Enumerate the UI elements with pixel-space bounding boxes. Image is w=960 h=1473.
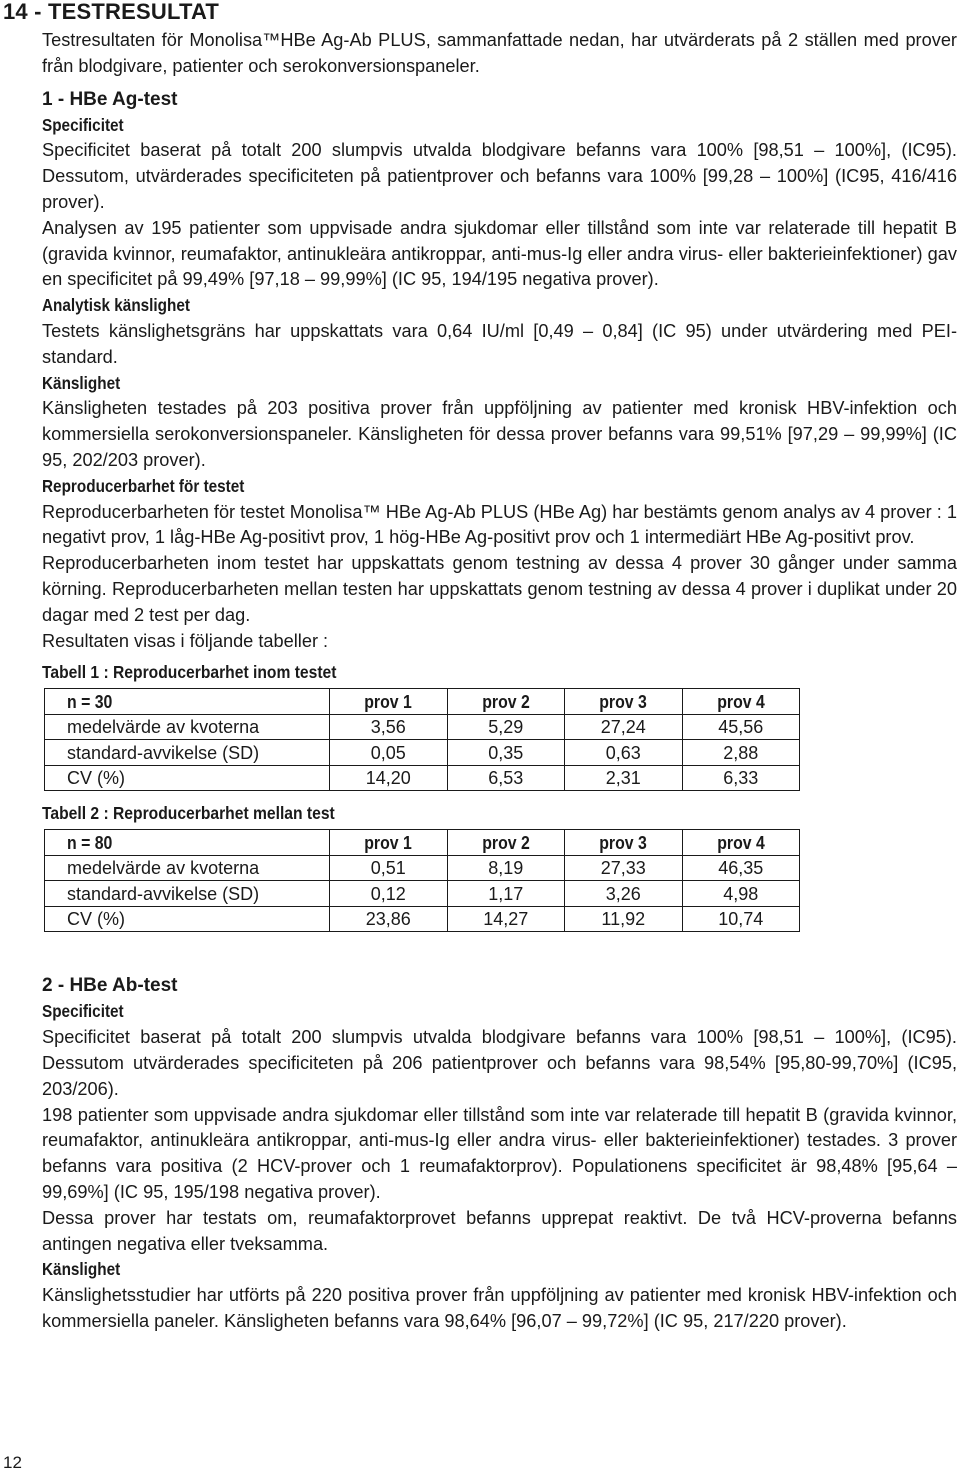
- table-caption: Tabell 1 : Reproducerbarhet inom testet: [42, 662, 337, 683]
- specificity-paragraph: Analysen av 195 patienter som uppvisade andra sjukdomar eller tillstånd som inte var relaterade till hepatit B (gravida kvinnor, reumafaktor, antinukleära antikroppar, anti-mus-Ig eller andra virus- eller bakterieinfektioner) gav en specificitet på 99,49% [97,18 – 99,99%] (IC 95, 194/195 negativa prover).: [42, 217, 957, 290]
- table-cell: 5,29: [447, 714, 565, 740]
- reproducibility-paragraph: Reproducerbarheten för testet Monolisa™ HBe Ag-Ab PLUS (HBe Ag) har bestämts genom analys av 4 prover : 1 negativt prov, 1 låg-HBe Ag-positivt prov, 1 hög-HBe Ag-positivt prov och 1 intermediärt HBe Ag-positivt prov.: [42, 501, 957, 548]
- table-cell: 46,35: [682, 855, 800, 881]
- reproducibility-paragraph: Reproducerbarheten inom testet har uppskattats genom testning av dessa 4 prover 30 gånger under samma körning. Reproducerbarheten mellan testen har uppskattats genom testning av dessa 4 prover i duplikat under 20 dagar med 2 test per dag.: [42, 553, 957, 625]
- table-header-cell: prov 2: [447, 689, 565, 715]
- table-header-cell: prov 4: [682, 689, 800, 715]
- analytical-sensitivity-paragraph: Testets känslighetsgräns har uppskattats vara 0,64 IU/ml [0,49 – 0,84] (IC 95) under utvärdering med PEI-standard.: [42, 320, 957, 367]
- table-cell: 10,74: [682, 906, 800, 932]
- table-caption: Tabell 2 : Reproducerbarhet mellan test: [42, 803, 335, 824]
- subheading-analytical-sensitivity: Analytisk känslighet: [42, 295, 190, 316]
- table-cell: CV (%): [45, 765, 330, 791]
- specificity-paragraph: 198 patienter som uppvisade andra sjukdomar eller tillstånd som inte var relaterade till hepatit B (gravida kvinnor, reumafaktor, antinukleära antikroppar, anti-mus-Ig eller andra virus- eller bakterieinfektioner) testades. 3 prover befanns vara positiva (2 HCV-prover och 1 reumafaktorprov). Populationens specificitet är 98,48% [95,64 – 99,69%] (IC 95, 195/198 negativa prover).: [42, 1104, 957, 1202]
- table-row: [45, 740, 800, 766]
- subheading-sensitivity: Känslighet: [42, 1259, 121, 1280]
- table-header-cell: prov 3: [565, 689, 683, 715]
- table-cell: 11,92: [565, 906, 683, 932]
- table-cell: CV (%): [45, 906, 330, 932]
- specificity-paragraph: Specificitet baserat på totalt 200 slumpvis utvalda blodgivare befanns vara 100% [98,51 – 100%], (IC95). Dessutom utvärderades specificiteten på 206 patientprover och befanns vara 98,54% [95,80-99,70%] (IC95, 203/206).: [42, 1027, 957, 1099]
- table-header-cell: prov 2: [447, 830, 565, 856]
- subheading-specificity: Specificitet: [42, 1001, 124, 1022]
- subheading-sensitivity: Känslighet: [42, 372, 121, 393]
- table-header-cell: n = 30: [45, 689, 330, 715]
- table-cell: 0,35: [447, 740, 565, 766]
- table-cell: 27,33: [565, 855, 683, 881]
- table-cell: 14,27: [447, 906, 565, 932]
- sensitivity-paragraph: Känslighetsstudier har utförts på 220 positiva prover från uppföljning av patienter med kronisk HBV-infektion och kommersiella paneler. Känsligheten befanns vara 98,64% [96,07 – 99,72%] (IC 95, 217/220 prover).: [42, 1285, 957, 1331]
- document-body: [42, 28, 957, 1335]
- table-row: [45, 906, 800, 932]
- table-cell: 0,12: [330, 881, 448, 907]
- page-title: 14 - TESTRESULTAT: [3, 0, 220, 24]
- specificity-paragraph: Dessa prover har testats om, reumafaktorprovet befanns upprepat reaktivt. De två HCV-proverna befanns antingen negativa eller tveksamma.: [42, 1207, 957, 1254]
- table-header-cell: prov 1: [330, 689, 448, 715]
- reproducibility-table-between: [44, 829, 800, 932]
- table-cell: 6,33: [682, 765, 800, 791]
- table-cell: 0,51: [330, 855, 448, 881]
- specificity-paragraph: Specificitet baserat på totalt 200 slumpvis utvalda blodgivare befanns vara 100% [98,51 – 100%], (IC95). Dessutom, utvärderades specificiteten på patientprover och befanns vara 100% [99,28 – 100%] (IC95, 416/416 prover).: [42, 140, 957, 212]
- subheading-specificity: Specificitet: [42, 114, 124, 135]
- table-cell: 2,88: [682, 740, 800, 766]
- table-header-row: [45, 689, 800, 715]
- table-header-row: [45, 830, 800, 856]
- table-cell: standard-avvikelse (SD): [45, 740, 330, 766]
- table-header-cell: n = 80: [45, 830, 330, 856]
- table-cell: 1,17: [447, 881, 565, 907]
- section-heading-hbe-ab: 2 - HBe Ab-test: [42, 975, 178, 997]
- intro-paragraph: Testresultaten för Monolisa™HBe Ag-Ab PLUS, sammanfattade nedan, har utvärderats på 2 ställen med prover från blodgivare, patienter och serokonversionspaneler.: [42, 30, 957, 76]
- table-cell: medelvärde av kvoterna: [45, 855, 330, 881]
- reproducibility-table-within: [44, 688, 800, 791]
- table-header-cell: prov 3: [565, 830, 683, 856]
- table-cell: 27,24: [565, 714, 683, 740]
- table-cell: 0,63: [565, 740, 683, 766]
- subheading-reproducibility: Reproducerbarhet för testet: [42, 475, 245, 496]
- table-cell: 14,20: [330, 765, 448, 791]
- section-spacer: [42, 932, 957, 972]
- table-cell: 8,19: [447, 855, 565, 881]
- table-row: [45, 765, 800, 791]
- page-number: 12: [3, 1453, 22, 1472]
- table-row: [45, 714, 800, 740]
- table-cell: standard-avvikelse (SD): [45, 881, 330, 907]
- table-row: [45, 855, 800, 881]
- table-cell: 3,26: [565, 881, 683, 907]
- table-header-cell: prov 1: [330, 830, 448, 856]
- section-heading-hbe-ag: 1 - HBe Ag-test: [42, 88, 178, 110]
- table-cell: 0,05: [330, 740, 448, 766]
- sensitivity-paragraph: Känsligheten testades på 203 positiva prover från uppföljning av patienter med kronisk HBV-infektion och kommersiella serokonversionspaneler. Känsligheten för dessa prover befanns vara 99,51% [97,29 – 99,99%] (IC 95, 202/203 prover).: [42, 398, 957, 470]
- table-cell: 23,86: [330, 906, 448, 932]
- table-row: [45, 881, 800, 907]
- table-header-cell: prov 4: [682, 830, 800, 856]
- table-cell: 4,98: [682, 881, 800, 907]
- table-cell: 6,53: [447, 765, 565, 791]
- table-cell: medelvärde av kvoterna: [45, 714, 330, 740]
- table-cell: 3,56: [330, 714, 448, 740]
- table-cell: 2,31: [565, 765, 683, 791]
- reproducibility-paragraph: Resultaten visas i följande tabeller :: [42, 630, 329, 651]
- table-cell: 45,56: [682, 714, 800, 740]
